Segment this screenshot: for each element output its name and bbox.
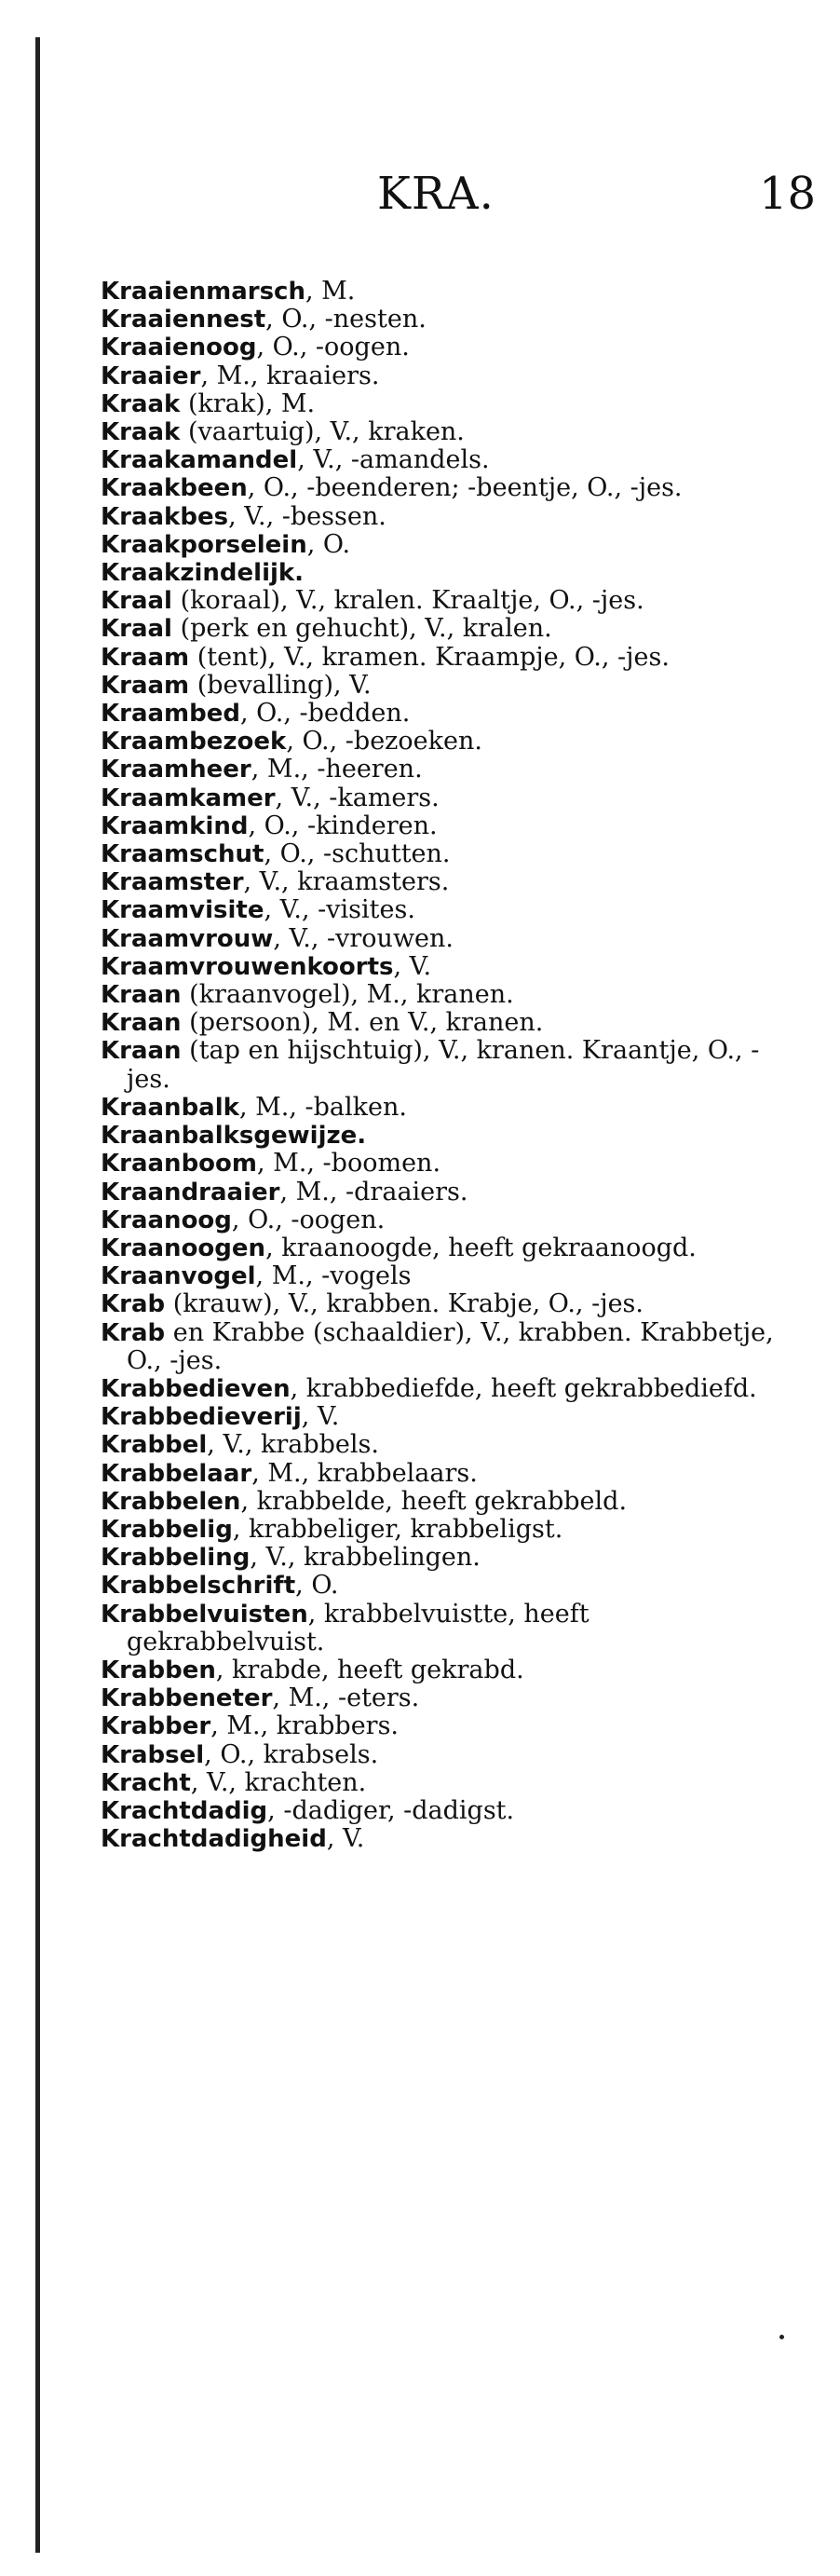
- entry-definition: , V., krabbelingen.: [250, 1543, 481, 1573]
- entry-headword: Kraal: [101, 587, 172, 616]
- entry-headword: Krab: [101, 1318, 166, 1347]
- entry-headword: Kracht: [101, 1768, 191, 1797]
- entry-headword: Krabber: [101, 1712, 211, 1741]
- dictionary-entry: [101, 1206, 790, 1234]
- dictionary-entry: [101, 1797, 790, 1825]
- entry-definition: , M., -balken.: [238, 1092, 407, 1122]
- entry-definition: , krabbediefde, heeft gekrabbediefd.: [290, 1373, 757, 1403]
- dictionary-entry: [101, 1262, 790, 1290]
- dictionary-entry: [101, 1037, 790, 1093]
- dictionary-entry: [101, 1179, 790, 1206]
- entry-definition: , O., -schutten.: [264, 839, 451, 869]
- entry-headword: Kraaienmarsch: [101, 278, 305, 306]
- entry-headword: Krabbeling: [101, 1544, 251, 1573]
- dictionary-entry: [101, 306, 790, 334]
- entry-definition: , V.: [301, 1402, 340, 1432]
- entry-headword: Kraak: [101, 418, 181, 447]
- entry-definition: , V.: [326, 1824, 365, 1854]
- entry-definition: , M., krabbelaars.: [251, 1458, 478, 1488]
- entry-headword: Krabben: [101, 1656, 216, 1684]
- entry-headword: Kraan: [101, 981, 182, 1010]
- entry-headword: Kraamvisite: [101, 896, 264, 925]
- entry-headword: Kraam: [101, 671, 190, 700]
- entry-definition: , O., -kinderen.: [248, 811, 438, 840]
- dictionary-entry: [101, 1601, 790, 1656]
- dictionary-entry: [101, 812, 790, 840]
- dictionary-entry: [101, 1403, 790, 1431]
- entry-definition: , O., -bedden.: [240, 699, 411, 729]
- entry-headword: Krabbelschrift: [101, 1572, 296, 1601]
- dictionary-entry: [101, 953, 790, 981]
- dictionary-entry: [101, 390, 790, 418]
- entry-definition: (tap en hijschtuig), V., kranen. Kraantje, O., -jes.: [127, 1036, 760, 1094]
- page-edge-rule: [35, 37, 40, 2553]
- entry-definition: (bevalling), V.: [189, 670, 372, 700]
- entry-headword: Krab: [101, 1290, 166, 1319]
- entry-definition: (vaartuig), V., kraken.: [180, 417, 465, 447]
- dictionary-entry: [101, 278, 790, 306]
- dictionary-entry: [101, 1516, 790, 1544]
- dictionary-entry: [101, 1572, 790, 1600]
- entry-headword: Kraanoogen: [101, 1233, 266, 1262]
- entry-headword: Krabbelig: [101, 1515, 233, 1544]
- entry-definition: , O.: [295, 1571, 339, 1601]
- dictionary-entry: [101, 672, 790, 700]
- entry-definition: , O., -oogen.: [231, 1205, 386, 1234]
- entry-definition: , V., -amandels.: [297, 445, 490, 475]
- dictionary-entry: [101, 728, 790, 756]
- entry-headword: Kraamster: [101, 868, 244, 897]
- dictionary-entry: [101, 756, 790, 784]
- dictionary-entry: [101, 1460, 790, 1488]
- entry-definition: , O., -nesten.: [265, 305, 427, 334]
- entry-definition: , M.: [305, 277, 356, 306]
- dictionary-entry: [101, 1769, 790, 1797]
- entry-definition: , O., -bezoeken.: [286, 727, 482, 756]
- dictionary-entry: [101, 1712, 790, 1740]
- entry-headword: Kraaienoog: [101, 334, 257, 362]
- entry-definition: , V., krabbels.: [207, 1430, 379, 1460]
- dictionary-entry: [101, 1094, 790, 1122]
- entry-headword: Krabbelvuisten: [101, 1600, 308, 1629]
- entry-headword: Kraanbalksgewijze.: [101, 1122, 367, 1151]
- entry-definition: (koraal), V., kralen. Kraaltje, O., -jes.: [171, 586, 644, 616]
- entry-headword: Kraanboom: [101, 1150, 257, 1179]
- entry-definition: , krabbelde, heeft gekrabbeld.: [240, 1486, 628, 1516]
- dictionary-entry: [101, 615, 790, 643]
- dictionary-entry: [101, 868, 790, 896]
- entry-definition: (krak), M.: [180, 388, 316, 418]
- running-head-word: KRA.: [377, 168, 495, 220]
- dictionary-entry: [101, 1825, 790, 1853]
- dictionary-entry: [101, 474, 790, 502]
- entry-headword: Kraanvogel: [101, 1262, 256, 1291]
- dictionary-entry: [101, 925, 790, 953]
- entry-headword: Kraam: [101, 643, 190, 672]
- entry-definition: , V.: [393, 951, 432, 981]
- entry-definition: , M., kraaiers.: [200, 361, 380, 390]
- dictionary-entry: [101, 559, 790, 587]
- entry-headword: Krachtdadigheid: [101, 1825, 327, 1854]
- entry-definition: , V., -kamers.: [275, 783, 440, 812]
- dictionary-entry: [101, 981, 790, 1009]
- dictionary-entry: [101, 1544, 790, 1572]
- entry-headword: Krabbel: [101, 1431, 208, 1460]
- entry-headword: Krabbedieverij: [101, 1403, 302, 1432]
- entry-definition: , M., -vogels: [255, 1261, 412, 1291]
- ink-speck: [779, 2335, 784, 2339]
- entry-headword: Krabbedieven: [101, 1374, 291, 1403]
- entry-headword: Kraambed: [101, 700, 241, 729]
- entry-definition: , kraanoogde, heeft gekraanoogd.: [265, 1233, 697, 1262]
- entry-definition: , V., krachten.: [190, 1767, 367, 1797]
- dictionary-entry: [101, 587, 790, 615]
- entry-definition: (tent), V., kramen. Kraampje, O., -jes.: [189, 642, 670, 672]
- entry-headword: Kraakbes: [101, 502, 229, 531]
- dictionary-entry-list: [101, 278, 790, 1853]
- entry-definition: (persoon), M. en V., kranen.: [181, 1008, 544, 1038]
- entry-headword: Krabsel: [101, 1740, 205, 1769]
- entry-definition: , V., kraamsters.: [243, 867, 450, 897]
- dictionary-entry: [101, 1009, 790, 1037]
- entry-definition: en Krabbe (schaaldier), V., krabben. Krabbetje, O., -jes.: [127, 1317, 774, 1375]
- entry-definition: , krabde, heeft gekrabd.: [215, 1655, 524, 1684]
- entry-headword: Kraakbeen: [101, 474, 248, 503]
- dictionary-entry: [101, 362, 790, 390]
- dictionary-entry: [101, 784, 790, 812]
- dictionary-entry: [101, 1122, 790, 1150]
- dictionary-entry: [101, 1488, 790, 1516]
- entry-definition: , M., krabbers.: [210, 1711, 400, 1741]
- entry-definition: , O.: [306, 529, 351, 559]
- entry-headword: Kraakporselein: [101, 530, 307, 559]
- dictionary-entry: [101, 1375, 790, 1403]
- entry-headword: Kraambezoek: [101, 728, 287, 756]
- entry-definition: , M., -draaiers.: [279, 1177, 468, 1206]
- dictionary-entry: [101, 334, 790, 361]
- entry-headword: Kraaier: [101, 361, 201, 390]
- entry-headword: Kraamvrouw: [101, 924, 274, 953]
- dictionary-entry: [101, 1684, 790, 1712]
- dictionary-entry: [101, 418, 790, 446]
- entry-definition: (krauw), V., krabben. Krabje, O., -jes.: [165, 1289, 644, 1319]
- entry-definition: (kraanvogel), M., kranen.: [181, 980, 514, 1010]
- entry-headword: Kraan: [101, 1037, 182, 1066]
- dictionary-entry: [101, 503, 790, 531]
- entry-headword: Krabbeneter: [101, 1684, 273, 1713]
- entry-headword: Kraakzindelijk.: [101, 559, 305, 588]
- entry-headword: Kraanoog: [101, 1206, 232, 1234]
- entry-definition: , O., -beenderen; -beentje, O., -jes.: [247, 473, 683, 503]
- entry-headword: Kraamkind: [101, 811, 249, 840]
- dictionary-entry: [101, 446, 790, 474]
- entry-definition: , M., -boomen.: [257, 1149, 441, 1179]
- entry-headword: Kraandraaier: [101, 1178, 280, 1206]
- entry-headword: Kraal: [101, 615, 172, 644]
- entry-definition: , O., -oogen.: [256, 333, 410, 362]
- dictionary-entry: [101, 1741, 790, 1769]
- dictionary-entry: [101, 531, 790, 559]
- entry-headword: Kraakamandel: [101, 446, 298, 475]
- entry-headword: Kraaiennest: [101, 306, 266, 334]
- page-number: 18: [759, 168, 817, 220]
- entry-headword: Kraak: [101, 389, 181, 418]
- dictionary-entry: [101, 1656, 790, 1684]
- entry-definition: , V., -bessen.: [228, 501, 386, 531]
- entry-definition: , O., krabsels.: [204, 1739, 379, 1769]
- entry-definition: , krabbelvuistte, heeft gekrabbelvuist.: [127, 1599, 589, 1656]
- dictionary-entry: [101, 1319, 790, 1375]
- entry-headword: Kraamschut: [101, 840, 264, 869]
- dictionary-entry: [101, 896, 790, 924]
- entry-headword: Krabbelaar: [101, 1459, 252, 1488]
- dictionary-entry: [101, 700, 790, 728]
- entry-definition: , -dadiger, -dadigst.: [267, 1795, 515, 1825]
- dictionary-entry: [101, 840, 790, 868]
- entry-definition: , M., -eters.: [272, 1683, 420, 1713]
- entry-headword: Krachtdadig: [101, 1796, 268, 1825]
- entry-definition: , M., -heeren.: [251, 755, 423, 784]
- dictionary-entry: [101, 1290, 790, 1318]
- entry-headword: Kraanbalk: [101, 1093, 239, 1122]
- entry-headword: Krabbelen: [101, 1487, 241, 1516]
- running-head: [0, 168, 840, 224]
- entry-headword: Kraan: [101, 1009, 182, 1038]
- entry-definition: (perk en gehucht), V., kralen.: [171, 614, 552, 644]
- entry-definition: , krabbeliger, krabbeligst.: [232, 1514, 563, 1544]
- entry-definition: , V., -visites.: [264, 895, 415, 925]
- entry-headword: Kraamvrouwenkoorts: [101, 952, 394, 981]
- dictionary-entry: [101, 1431, 790, 1459]
- entry-headword: Kraamheer: [101, 756, 251, 784]
- entry-definition: , V., -vrouwen.: [273, 923, 454, 953]
- entry-headword: Kraamkamer: [101, 784, 276, 812]
- dictionary-entry: [101, 644, 790, 672]
- dictionary-entry: [101, 1234, 790, 1262]
- dictionary-entry: [101, 1150, 790, 1178]
